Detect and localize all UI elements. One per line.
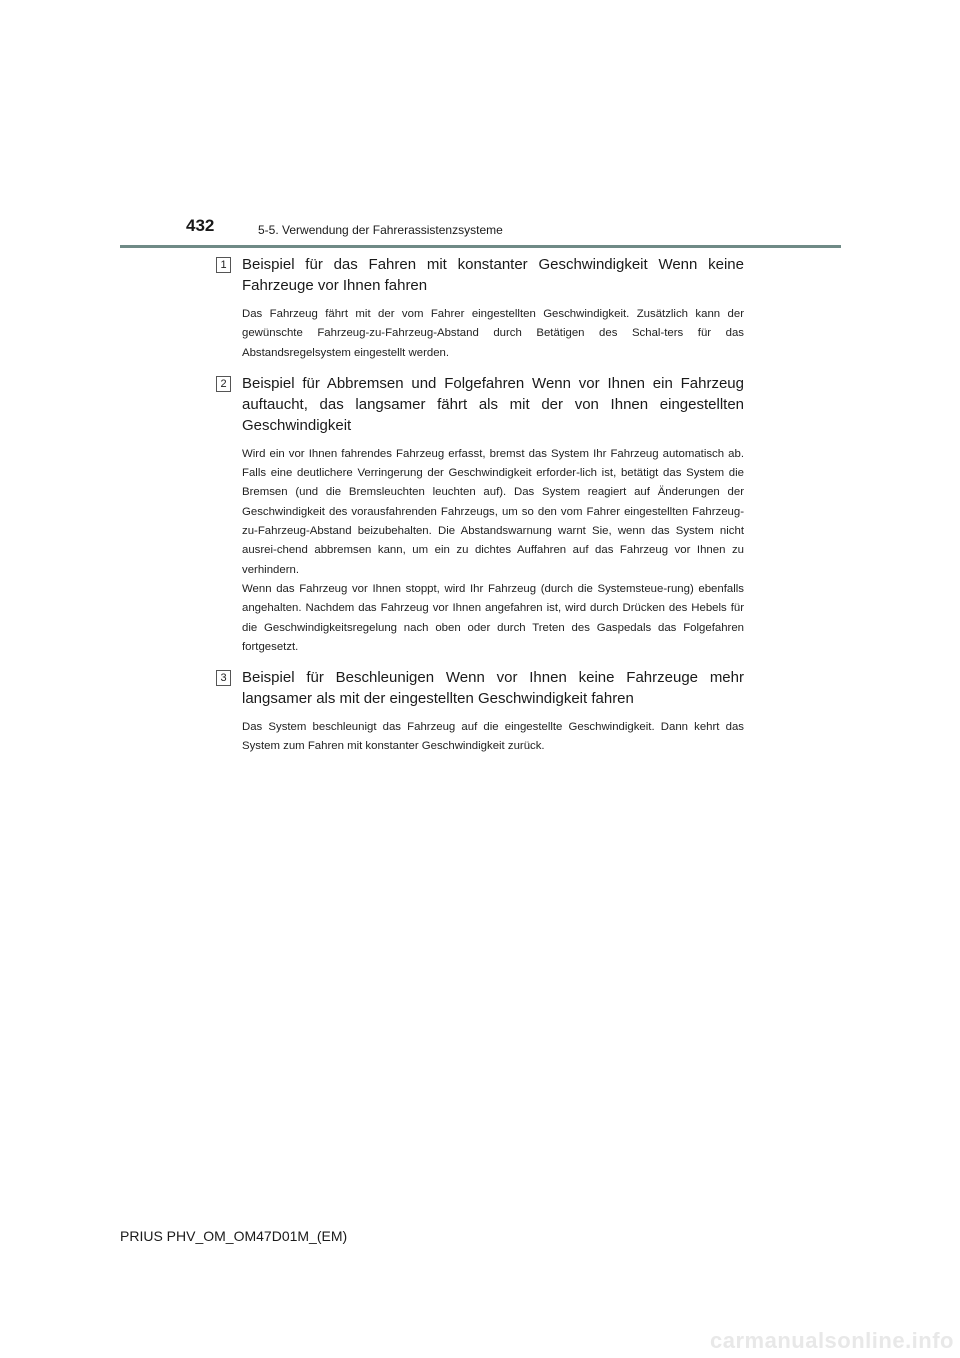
item-heading: Beispiel für das Fahren mit konstanter Geschwindigkeit Wenn keine Fahrzeuge vor Ihnen fahren <box>242 256 744 294</box>
item-heading: Beispiel für Beschleunigen Wenn vor Ihnen keine Fahrzeuge mehr langsamer als mit der eingestellten Geschwindigkeit fahren <box>242 669 744 708</box>
list-item <box>216 667 744 757</box>
list-item <box>216 373 744 657</box>
page-number: 432 <box>186 216 215 235</box>
item-body <box>242 445 744 657</box>
body-paragraph: Das System beschleunigt das Fahrzeug auf die eingestellte Geschwindigkeit. Dann kehrt das System zum Fahren mit konstanter Geschwindigkeit zurück. <box>242 721 744 753</box>
item-number-badge: 2 <box>216 376 231 392</box>
item-heading: Beispiel für Abbremsen und Folgefahren Wenn vor Ihnen ein Fahrzeug auftaucht, das langsamer fährt als mit der von Ihnen eingestellten Geschwindigkeit <box>242 374 744 434</box>
list-item <box>216 254 744 363</box>
section-title: 5-5. Verwendung der Fahrerassistenzsysteme <box>258 223 503 237</box>
item-number-badge: 3 <box>216 670 231 686</box>
item-number-badge: 1 <box>216 257 231 273</box>
item-body <box>242 305 744 363</box>
item-body <box>242 718 744 757</box>
header-rule <box>120 245 841 248</box>
body-paragraph: Wenn das Fahrzeug vor Ihnen stoppt, wird Ihr Fahrzeug (durch die Systemsteue-rung) ebenfalls angehalten. Nachdem das Fahrzeug vor Ihnen angefahren ist, wird durch Drücken des Hebels für die Geschwindigkeitsregelung nach oben oder durch Treten des Gaspedals das Folgefahren fortgesetzt. <box>242 582 744 653</box>
content-area <box>216 254 744 767</box>
watermark: carmanualsonline.info <box>710 1328 954 1353</box>
body-paragraph: Das Fahrzeug fährt mit der vom Fahrer eingestellten Geschwindigkeit. Zusätzlich kann der gewünschte Fahrzeug-zu-Fahrzeug-Abstand durch Betätigen des Schal-ters für das Abstandsregelsystem eingestellt werden. <box>242 308 744 359</box>
body-paragraph: Wird ein vor Ihnen fahrendes Fahrzeug erfasst, bremst das System Ihr Fahrzeug automatisch ab. Falls eine deutlichere Verringerung der Geschwindigkeit erforder-lich ist, betätigt das System die Bremsen (und die Bremsleuchten leuchten auf). Das System reagiert auf Änderungen der Geschwindigkeit des vorausfahrenden Fahrzeugs, um so den vom Fahrer eingestellten Fahrzeug-zu-Fahrzeug-Abstand beizubehalten. Die Abstandswarnung warnt Sie, wenn das System nicht ausrei-chend abbremsen kann, um ein zu dichtes Auffahren auf das Fahrzeug vor Ihnen zu verhindern. <box>242 447 744 576</box>
footer-doc-code: PRIUS PHV_OM_OM47D01M_(EM) <box>120 1228 348 1244</box>
